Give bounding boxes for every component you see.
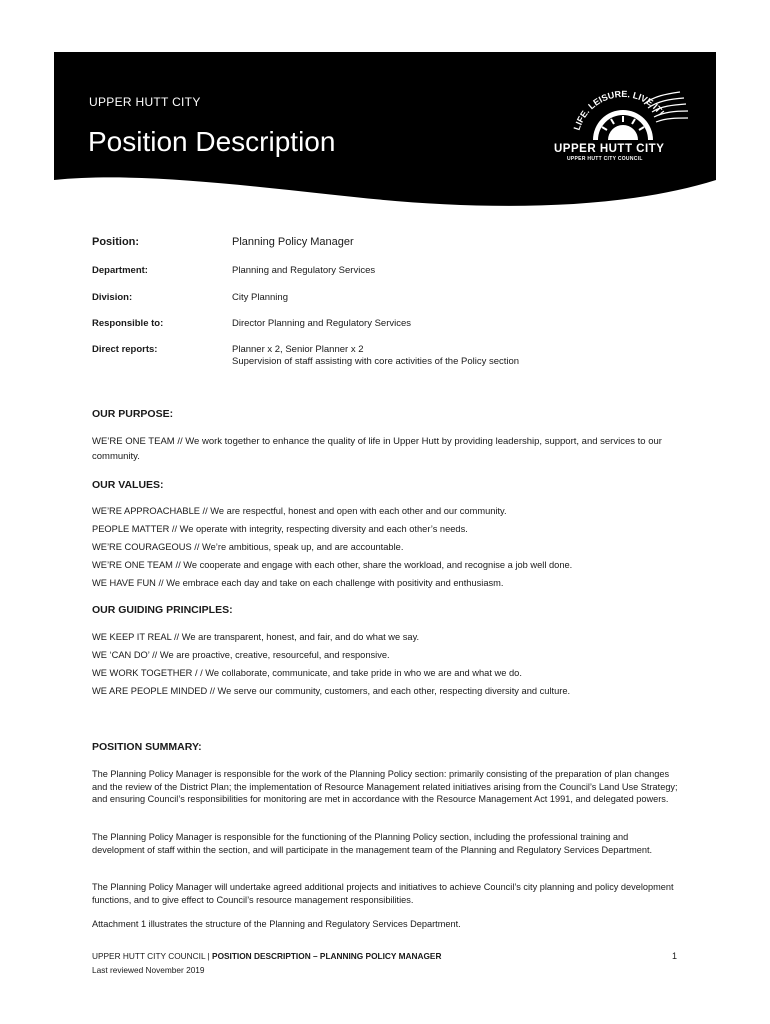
summary-paragraph: The Planning Policy Manager is responsible for the functioning of the Planning Policy section, including the professional training and development of staff within the section, and will participate in the management team of the Planning and Regulatory Services Department. (92, 832, 653, 855)
principles-item: WE KEEP IT REAL // We are transparent, honest, and fair, and do what we say. (92, 632, 420, 642)
principles-item: WE ‘CAN DO’ // We are proactive, creative, resourceful, and responsive. (92, 650, 390, 660)
svg-text:LIFE. LEISURE. LIVE IT! (572, 89, 666, 132)
footer-org: UPPER HUTT CITY COUNCIL | (92, 951, 213, 961)
detail-label: Direct reports: (92, 344, 158, 355)
detail-value: City Planning (232, 292, 288, 303)
org-name: UPPER HUTT CITY (89, 95, 201, 109)
footer-doc: POSITION DESCRIPTION – PLANNING POLICY MANAGER (212, 951, 442, 961)
values-heading: OUR VALUES: (92, 479, 164, 491)
summary-paragraph: The Planning Policy Manager is responsible for the work of the Planning Policy section: primarily consisting of the preparation of plan changes and the review of the District Plan; the implementation of Resource Management related initiatives arising from the Council’s Land Use Strategy; and ensuring Council’s responsibilities for monitoring are met in accordance with the Resource Management Act 1991, and delegated powers. (92, 769, 678, 804)
detail-value-2: Supervision of staff assisting with core activities of the Policy section (232, 356, 520, 367)
detail-label: Responsible to: (92, 318, 164, 329)
values-item: WE’RE APPROACHABLE // We are respectful, honest and open with each other and our community. (92, 506, 507, 516)
detail-value: Planning Policy Manager (232, 236, 354, 248)
page-title: Position Description (88, 126, 336, 157)
detail-label: Division: (92, 292, 133, 303)
summary-heading: POSITION SUMMARY: (92, 741, 202, 753)
detail-value: Planning and Regulatory Services (232, 265, 376, 276)
logo-name: UPPER HUTT CITY (554, 143, 665, 155)
detail-value: Director Planning and Regulatory Services (232, 318, 412, 329)
principles-heading: OUR GUIDING PRINCIPLES: (92, 604, 233, 616)
purpose-heading: OUR PURPOSE: (92, 408, 174, 420)
detail-label: Position: (92, 236, 140, 248)
values-item: WE’RE COURAGEOUS // We’re ambitious, speak up, and are accountable. (92, 542, 404, 552)
footer-reviewed: Last reviewed November 2019 (92, 965, 205, 975)
summary-paragraph: The Planning Policy Manager will undertake agreed additional projects and initiatives to achieve Council’s city planning and policy development functions, and to give effect to Council’s resource management responsibilities. (92, 882, 674, 905)
footer-title (92, 951, 441, 961)
detail-value: Planner x 2, Senior Planner x 2 (232, 344, 364, 355)
logo-subname: UPPER HUTT CITY COUNCIL (567, 156, 643, 162)
principles-item: WE WORK TOGETHER / / We collaborate, communicate, and take pride in who we are and what we do. (92, 668, 522, 678)
values-item: WE HAVE FUN // We embrace each day and take on each challenge with positivity and enthusiasm. (92, 578, 504, 588)
principles-item: WE ARE PEOPLE MINDED // We serve our community, customers, and each other, respecting diversity and culture. (92, 686, 571, 696)
purpose-text: WE’RE ONE TEAM // We work together to enhance the quality of life in Upper Hutt by providing leadership, support, and services to our community. (92, 436, 662, 462)
values-item: PEOPLE MATTER // We operate with integrity, respecting diversity and each other’s needs. (92, 524, 468, 534)
page-number: 1 (672, 951, 678, 961)
detail-label: Department: (92, 265, 148, 276)
summary-paragraph: Attachment 1 illustrates the structure of the Planning and Regulatory Services Department. (92, 919, 461, 929)
logo-tagline: LIFE. LEISURE. LIVE IT! (571, 88, 667, 132)
values-item: WE’RE ONE TEAM // We cooperate and engage with each other, share the workload, and recognise a job well done. (92, 560, 573, 570)
